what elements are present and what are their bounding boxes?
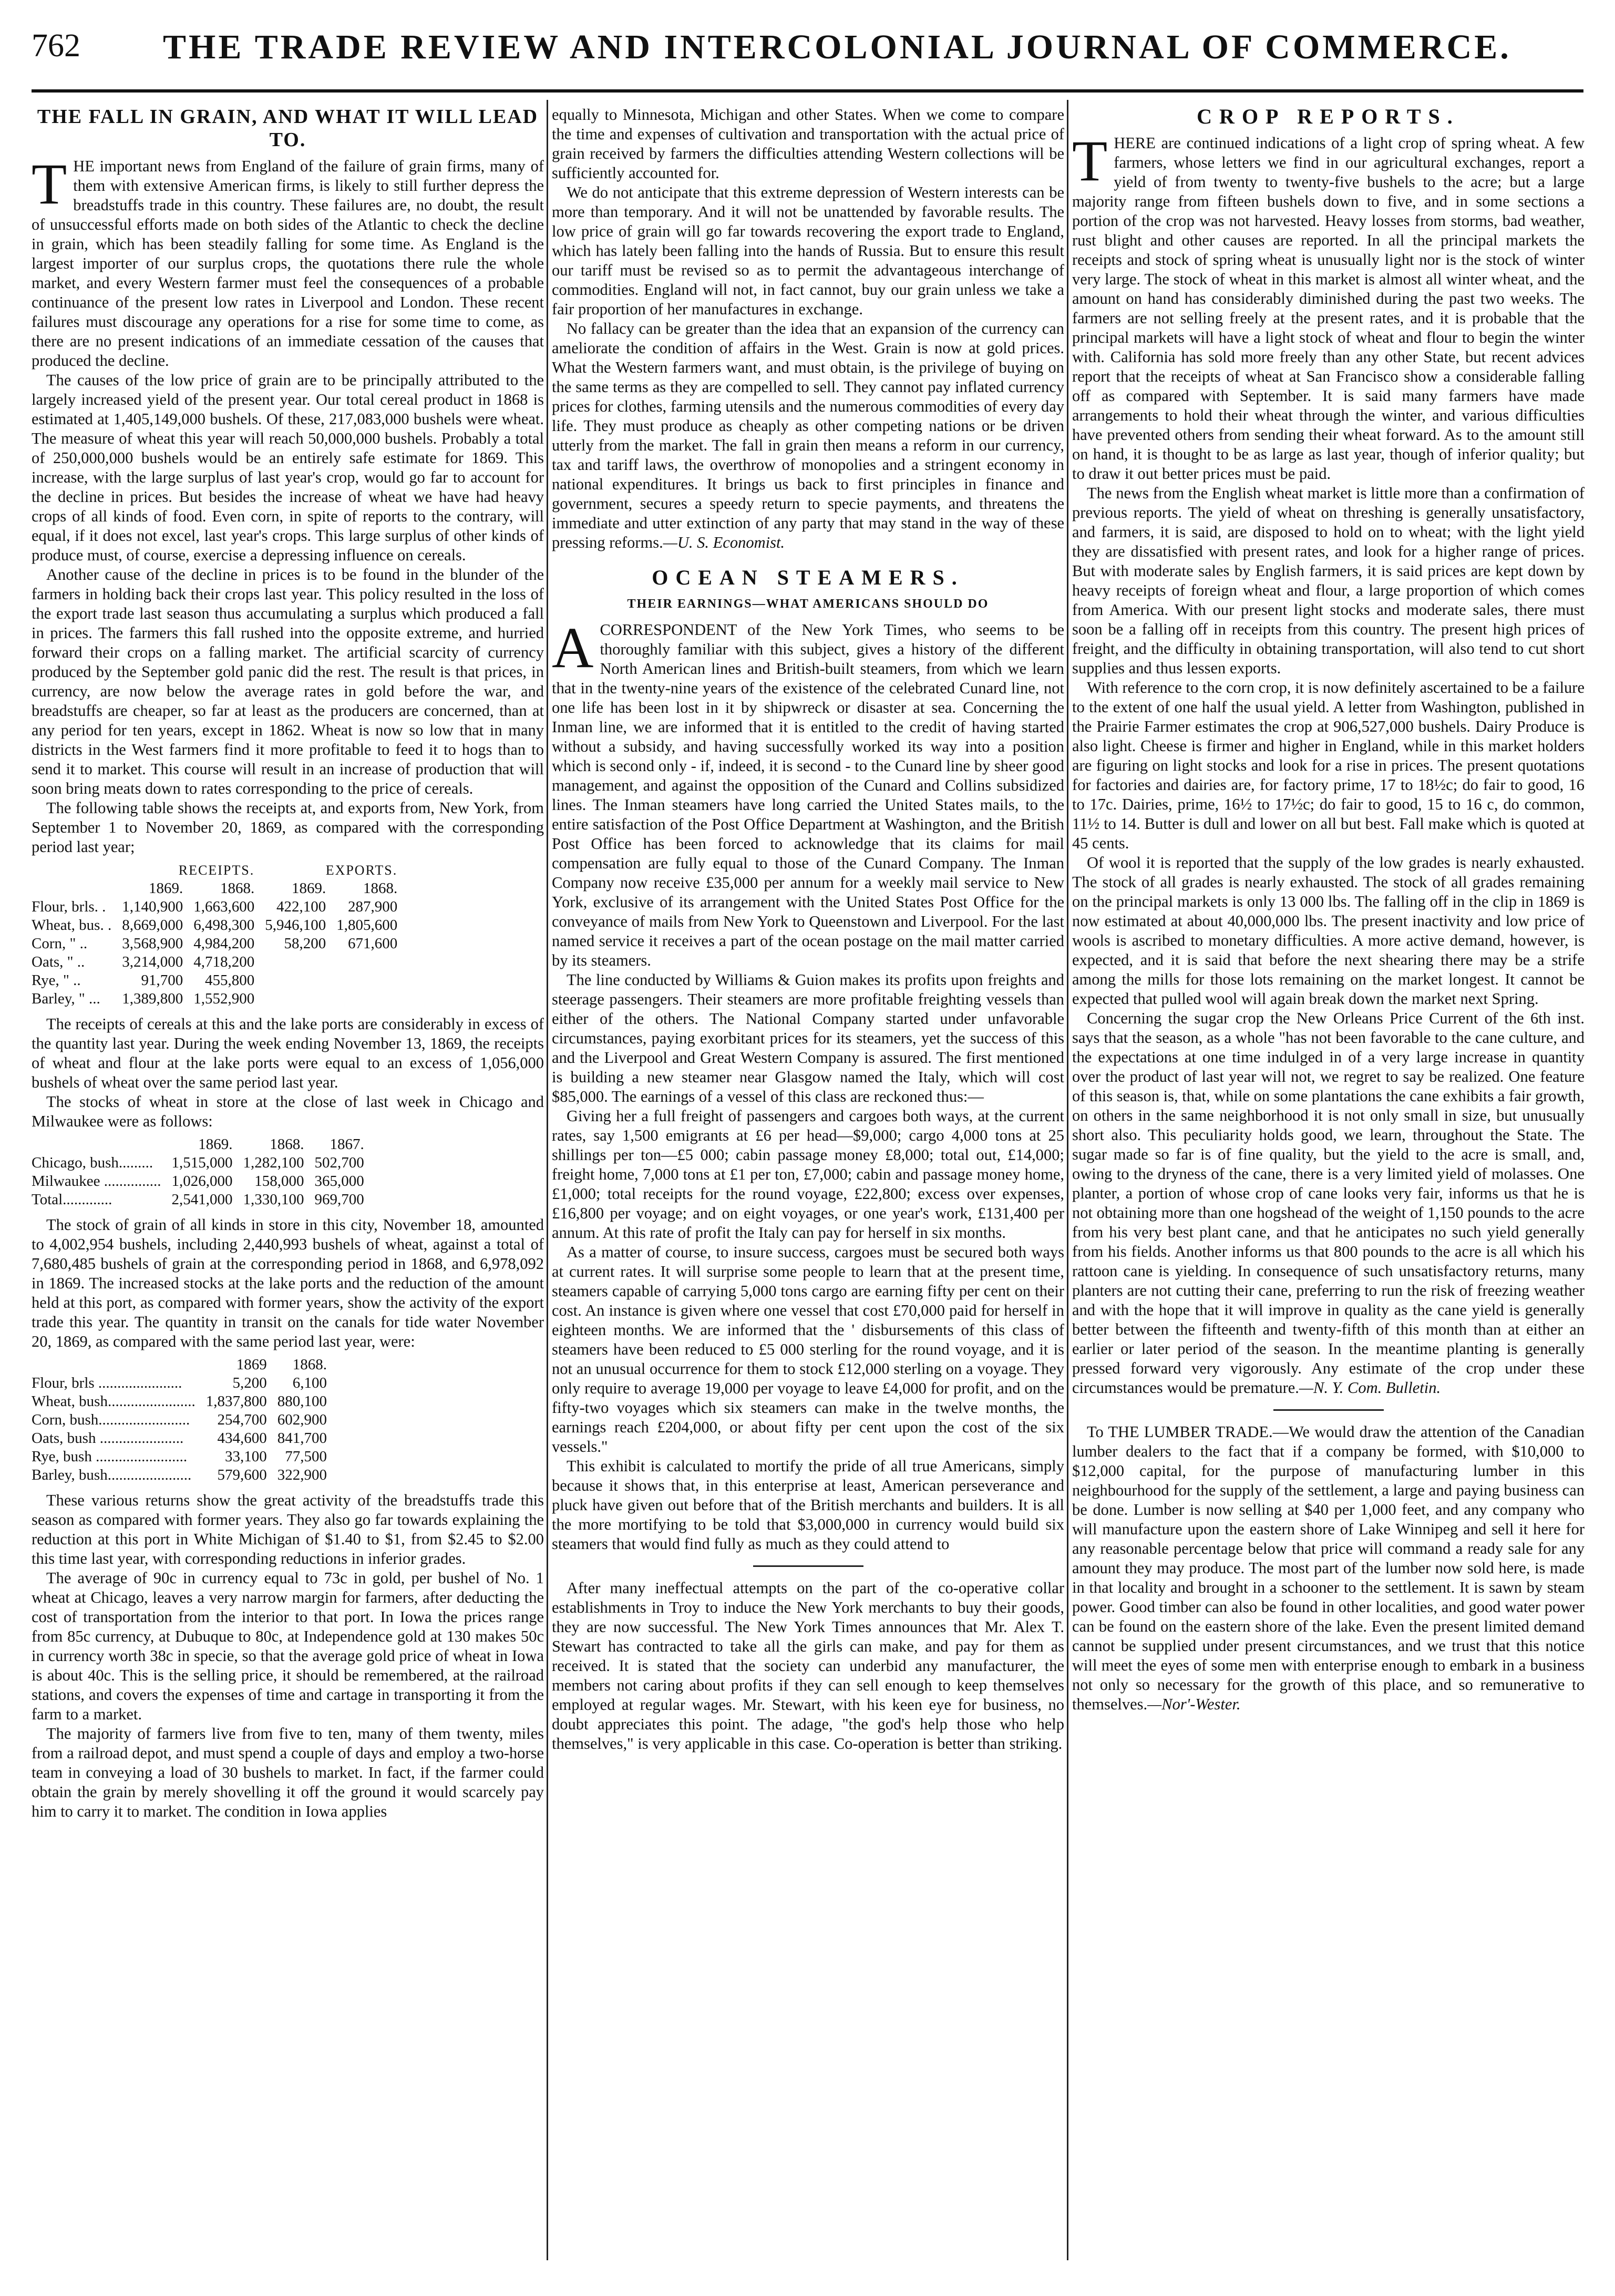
table-row: Flour, brls. . 1,140,900 1,663,600 422,100 287,900 <box>32 898 398 915</box>
article-paragraph: This exhibit is calculated to mortify the pride of all true Americans, simply because it shows that, in this enterprise at least, American perseverance and pluck have given out before that of the British merchants and builders. It is all the more mortifying to be told that $3,000,000 in currency would build six steamers that would find fully as much as they could attend to <box>552 1457 1064 1553</box>
table-row: Oats, " .. 3,214,000 4,718,200 <box>32 954 255 970</box>
column-1 <box>32 105 544 2250</box>
page-number: 762 <box>32 28 80 64</box>
drop-cap: T <box>32 152 67 216</box>
article-paragraph: We do not anticipate that this extreme depression of Western interests can be more than temporary. And it will not be unattended by favorable results. The low price of grain will go far towards recovering the export trade to England, which has lately been falling into the hands of Russia. But to ensure this result our tariff must be revised so as to permit the advantageous interchange of commodities. England will not, in fact cannot, buy our grain unless we take a fair proportion of her manufactures in exchange. <box>552 183 1064 318</box>
article-paragraph <box>552 616 1064 970</box>
article-paragraph: The following table shows the receipts at, and exports from, New York, from September 1 to November 20, 1869, as compared with the corresponding period last year; <box>32 799 544 856</box>
article-paragraph <box>1072 129 1585 484</box>
year-header: 1868. <box>270 1136 304 1153</box>
paragraph-text: Concerning the sugar crop the New Orleans Price Current of the 6th inst. says that the season, as a whole "has not been favorable to the cane culture, and the expectations at one time indulged in of a very large increase in quantity over the product of last year will not, we regret to say be realized. One feature of this season is, that, while on some plantations the cane exhibits a fair growth, on others in the same neighborhood it is not only small in size, but unusually short also. This peculiarity holds good, we learn, throughout the State. The sugar made so far is of fine quality, but the yield to the acre is small, and, owing to the dryness of the cane, there is a very limited yield of molasses. One planter, a portion of whose crop of cane looks very fair, informs us that he is not obtaining more than one hogshead of the weight of 1,150 pounds to the acre from his very best plant cane, and that he anticipates no such yield generally from his fields. Another informs us that 800 pounds to the acre is all which his rattoon cane is yielding. In consequence of such unsatisfactory returns, many planters are not cutting their cane, preferring to run the risk of freezing weather and with the hope that it will improve in quality as the cane yield is generally better between the fifteenth and twenty-fifth of this month than at either an earlier or later period of the season. In the meantime planting is generally pressed forward very vigorously. Any estimate of the crop under these circumstances would be premature. <box>1072 1009 1585 1397</box>
article-paragraph: With reference to the corn crop, it is now definitely ascertained to be a failure to the extent of one half the usual yield. A letter from Washington, published in the Prairie Farmer estimates the crop at 906,527,000 bushels. Dairy Produce is also light. Cheese is firmer and higher in England, while in this market holders are figuring on light stocks and look for a rise in prices. The present quotations for factories and dairies are, for factory prime, 17 to 18½c; do fair to good, 16 to 17c. Dairies, prime, 16½ to 17½c; do fair to good, 15 to 16 c, do common, 11½ to 14. Butter is dull and lower on all but best. Fall make which is quoted at 45 cents. <box>1072 679 1585 852</box>
table-row: Rye, bush ........................ 33,100 77,500 <box>32 1448 327 1465</box>
article-paragraph <box>32 152 544 371</box>
table-row: Chicago, bush......... 1,515,000 1,282,100 502,700 <box>32 1154 364 1171</box>
section-divider <box>1273 1409 1384 1411</box>
section-divider <box>753 1565 863 1567</box>
article-paragraph: Another cause of the decline in prices is to be found in the blunder of the farmers in holding back their crops last year. This policy resulted in the loss of the export trade last season thus accumulating a surplus which produced a fall in prices. The farmers this fall rushed into the opposite extreme, and hurried forward their crops on a falling market. The artificial scarcity of currency produced by the September gold panic did the rest. The result is that prices, in currency, are now below the average rates in gold before the war, and breadstuffs are cheaper, so far at least as the producers are concerned, than at any period for ten years, except in 1862. Wheat is now so low that in many districts in the West farmers find it more profitable to feed it to hogs than to send it to market. This course will result in an increase of production that will soon bring meats down to rates corresponding to the price of cereals. <box>32 566 544 797</box>
article-paragraph: The receipts of cereals at this and the lake ports are considerably in excess of the quantity last year. During the week ending November 13, 1869, the receipts of wheat and flour at the lake ports were equal to an excess of 1,056,000 bushels of wheat over the same period last year. <box>32 1015 544 1091</box>
article-heading: THE FALL IN GRAIN, AND WHAT IT WILL LEAD TO. <box>37 106 539 151</box>
table-row: Rye, " .. 91,700 455,800 <box>32 972 255 989</box>
article-paragraph <box>1072 1422 1585 1714</box>
column-rule <box>1067 100 1068 2260</box>
table-row: Corn, bush........................ 254,700 602,900 <box>32 1411 327 1428</box>
paragraph-text: HERE are continued indications of a light crop of spring wheat. A few farmers, whose letters we find in our agricultural exchanges, report a yield of from twenty to twenty-five bushels to the acre; but a large majority range from fifteen bushels down to five, and in some sections a portion of the crop was not harvested. Heavy losses from storms, bad weather, rust blight and other causes are reported. In all the principal markets the receipts and stock of spring wheat is unusually light nor is the stock of winter very large. The stock of wheat in this market is almost all winter wheat, and the amount on hand has considerably diminished during the past two weeks. The farmers are not selling freely at the present rates, and it is probable that the principal markets will have a light stock of wheat and flour to begin the winter with. California has sold more freely than any other State, but recent advices report that the receipts of wheat at San Francisco show a considerable falling off as compared with September. It is said many farmers have made arrangements to hold their wheat through the winter, and various difficulties have prevented others from sending their wheat forward. As to the amount still on hand, it is thought to be as large as last year, though of inferior quality; but to draw it out better prices must be paid. <box>1072 134 1585 483</box>
year-header: 1869 <box>236 1356 267 1373</box>
article-paragraph: The majority of farmers live from five to ten, many of them twenty, miles from a railroad depot, and must spend a couple of days and employ a two-horse team in conveying a load of 30 bushels to market. In fact, if the farmer could obtain the grain by merely shovelling it off the ground it would scarcely pay him to carry it to market. The condition in Iowa applies <box>32 1725 544 1820</box>
in-transit-table <box>32 1356 332 1484</box>
article-heading: OCEAN STEAMERS. <box>652 566 964 589</box>
source-signature: —U. S. Economist. <box>663 534 785 551</box>
year-header: 1868. <box>292 1356 327 1373</box>
table-row: Flour, brls ...................... 5,200 6,100 <box>32 1375 327 1391</box>
article-subheading: THEIR EARNINGS—WHAT AMERICANS SHOULD DO <box>627 597 989 611</box>
table-row: Milwaukee ............... 1,026,000 158,000 365,000 <box>32 1173 364 1190</box>
paragraph-text: HE important news from England of the failure of grain firms, many of them with extensive American firms, is likely to still further depress the breadstuffs trade in this country. These failures are, no doubt, the result of unsuccessful efforts made on both sides of the Atlantic to check the decline in grain, which has been steadily falling for some time. As England is the largest importer of our surplus crops, the quotations there rule the whole market, and every Western farmer must feel the consequences of a probable continuance of the present low rates in Liverpool and London. These recent failures must discourage any operations for a rise for some time to come, as there are no present indications of an immediate cessation of the causes that produced the decline. <box>32 157 544 370</box>
year-header: 1868. <box>363 880 398 897</box>
header-rule <box>32 89 1583 93</box>
receipts-exports-table <box>32 861 403 1008</box>
stocks-table <box>32 1135 369 1209</box>
article-paragraph: The news from the English wheat market is little more than a confirmation of previous reports. The yield of wheat on threshing is generally unsatisfactory, and farmers, it is said, are disposed to hold on to wheat; with the light yield they are dissatisfied with present rates, and look for a higher range of prices. But with moderate sales by English farmers, it is said prices are kept down by heavy receipts of foreign wheat and flour, a large proportion of which comes from America. With our present light stocks and moderate sales, there must soon be a falling off in receipts from this country. The present high prices of freight, and the difficulty in obtaining transportation, will also tend to cut short supplies and thus lessen exports. <box>1072 484 1585 677</box>
article-paragraph: As a matter of course, to insure success, cargoes must be secured both ways at current rates. It will surprise some people to learn that at the present time, steamers capable of carrying 5,000 tons cargo are earning fifty per cent on their cost. An instance is given where one vessel that cost £70,000 paid for herself in eighteen months. We are informed that the ' disbursements of this class of steamers have been reduced to £5 000 sterling for the round voyage, and it is not an unusual occurrence for them to stock £12,000 sterling on a voyage. They only require to average 19,000 per voyage to leave £4,000 for profit, and on the fifty-two voyages which six steamers can make in the twelve months, the earnings reach £204,000, or about fifty per cent upon the cost of the six vessels." <box>552 1243 1064 1456</box>
drop-cap: T <box>1072 129 1108 193</box>
article-paragraph <box>552 319 1064 552</box>
article-paragraph: The causes of the low price of grain are to be principally attributed to the largely increased yield of the present year. Our total cereal product in 1868 is estimated at 1,405,149,000 bushels. Of these, 217,083,000 bushels were wheat. The measure of wheat this year will reach 50,000,000 bushels. Probably a total of 250,000,000 bushels would be an entirely safe estimate for 1869. This increase, with the large surplus of last year's crop, would go far to account for the decline in prices. But besides the increase of wheat we have had heavy crops of all kinds of food. Even corn, in spite of reports to the contrary, will equal, if it does not excel, last year's crops. This large surplus of other kinds of produce must, of course, exercise a depressing influence on cereals. <box>32 371 544 564</box>
table-row: Wheat, bus. . 8,669,000 6,498,300 5,946,100 1,805,600 <box>32 917 398 934</box>
table-row: Barley, " ... 1,389,800 1,552,900 <box>32 990 255 1007</box>
paragraph-text: CORRESPONDENT of the New York Times, who seems to be thoroughly familiar with this subject, gives a history of the different North American lines and British-built steamers, from which we learn that in the twenty-nine years of the existence of the celebrated Cunard line, not one life has been lost in it by shipwreck or disaster at sea. Concerning the Inman line, we are informed that it is entitled to the credit of having started without a subsidy, and having successfully worked its way into a position which is second only - if, indeed, it is second - to the Cunard line by sheer good management, and against the opposition of the Cunard and Collins subsidized lines. The Inman steamers have long carried the United States mails, to the entire satisfaction of the Post Office Department at Washington, and the British Post Office has been forced to acknowledge that its claims for mail compensation are fully equal to those of the Cunard Company. The Inman Company now receive £35,000 per annum for a weekly mail service to New York, exclusive of its arrangement with the United States Post Office for the conveyance of mails from New York to Queenstown and Liverpool. For the last named service it receives a part of the ocean postage on the mail matter carried by its steamers. <box>552 621 1064 969</box>
masthead <box>32 27 1583 85</box>
table-total-row: Total............. 2,541,000 1,330,100 969,700 <box>32 1191 364 1208</box>
table-row: Corn, " .. 3,568,900 4,984,200 58,200 671,600 <box>32 935 398 952</box>
year-header: 1869. <box>148 880 183 897</box>
source-signature: —Nor'-Wester. <box>1147 1695 1241 1713</box>
article-paragraph: These various returns show the great activity of the breadstuffs trade this season as compared with former years. They also go far towards explaining the reduction at this port in White Michigan of $1.40 to $1, from $2.45 to $2.00 this time last year, with corresponding reductions in inferior grades. <box>32 1491 544 1567</box>
paragraph-text: No fallacy can be greater than the idea that an expansion of the currency can ameliorate the condition of affairs in the West. Grain is now at gold prices. What the Western farmers want, and must obtain, is the privilege of buying on the same terms as they are compelled to sell. They cannot pay inflated currency prices for clothes, farming utensils and the numerous commodities of every day life. They must produce as cheaply as other competing nations or be driven utterly from the market. The fall in grain then means a reform in our currency, tax and tariff laws, the overthrow of monopolies and a stringent economy in national expenditures. It brings us back to first principles in finance and government, secures a speedy return to specie payments, and threatens the immediate and utter extinction of any party that may stand in the way of these pressing reforms. <box>552 320 1064 551</box>
article-paragraph: The stock of grain of all kinds in store in this city, November 18, amounted to 4,002,954 bushels, including 2,440,993 bushels of wheat, against a total of 7,680,485 bushels of grain at the corresponding period in 1868, and 6,978,092 in 1869. The increased stocks at the lake ports and the reduction of the amount held at this port, as compared with former years, show the activity of the export trade this year. The quantity in transit on the canals for tide water November 20, 1869, as compared with the same period last year, were: <box>32 1216 544 1350</box>
article-paragraph <box>1072 1009 1585 1398</box>
article-heading: CROP REPORTS. <box>1197 105 1460 128</box>
column-3 <box>1072 105 1585 2250</box>
column-rule <box>547 100 548 2260</box>
table-header: RECEIPTS. <box>178 863 255 878</box>
article-paragraph: Of wool it is reported that the supply of the low grades is nearly exhausted. The stock of all grades is nearly exhausted. The stock of all grades remaining on the principal markets is only 13 000 lbs. The falling off in the clip in 1869 is now estimated at about 40,000,000 lbs. The present inactivity and low price of wools is ascribed to monetary difficulties. A more active demand, however, is expected, and it is said that before the next shearing there may be a strife among the mills for those lots remaining on the market longest. It cannot be expected that pulled wool will again break down the market next Spring. <box>1072 854 1585 1008</box>
year-header: 1869. <box>291 880 326 897</box>
table-header: EXPORTS. <box>325 863 398 878</box>
table-row: Oats, bush ...................... 434,600 841,700 <box>32 1430 327 1447</box>
article-paragraph: The stocks of wheat in store at the close of last week in Chicago and Milwaukee were as follows: <box>32 1093 544 1130</box>
table-row: Wheat, bush....................... 1,837,800 880,100 <box>32 1393 327 1410</box>
article-paragraph: The average of 90c in currency equal to 73c in gold, per bushel of No. 1 wheat at Chicago, leaves a very narrow margin for farmers, after deducting the cost of transportation from the interior to that port. In Iowa the prices range from 85c currency, at Dubuque to 80c, at Independence gold at 130 makes 50c in currency worth 38c in specie, so that the average gold price of wheat in Iowa is about 40c. This is the selling price, it should be remembered, at the railroad stations, and covers the expenses of time and cartage in transporting it from the farm to a market. <box>32 1569 544 1723</box>
source-signature: —N. Y. Com. Bulletin. <box>1299 1379 1441 1397</box>
year-header: 1869. <box>198 1136 233 1153</box>
table-row: Barley, bush...................... 579,600 322,900 <box>32 1467 327 1483</box>
paragraph-text: To THE LUMBER TRADE.—We would draw the attention of the Canadian lumber dealers to the fact that if a company be formed, with $10,000 to $12,000 capital, for the purpose of manufacturing lumber in this neighbourhood for the supply of the settlement, a large and paying business can be done. Lumber is now selling at $40 per 1,000 feet, and any company who will manufacture upon the eastern shore of Lake Winnipeg and sell it here for any reasonable percentage below that price will command a ready sale for any amount they may produce. The most part of the lumber now sold here, is made in that locality and brought in a schooner to the settlement. It is sawn by steam power. Good timber can also be found in other localities, and good water power can be found on the eastern shore of the lake. Even the present limited demand cannot be supplied under present circumstances, and we trust that this notice will meet the eyes of some men with enterprise enough to embark in a business not only so necessary for the growth of this place, and so remunerative to themselves. <box>1072 1423 1585 1713</box>
drop-cap: A <box>552 616 594 680</box>
year-header: 1868. <box>220 880 255 897</box>
column-2 <box>552 105 1064 2250</box>
article-paragraph: After many ineffectual attempts on the part of the co-operative collar establishments in Troy to induce the New York merchants to buy their goods, they are now successful. The New York Times announces that Mr. Alex T. Stewart has contracted to take all the girls can make, and pay for them as received. It is stated that the society can underbid any manufacturer, the members not caring about profits if they can sell enough to keep themselves employed at regular wages. Mr. Stewart, with his keen eye for business, no doubt appreciates this point. The adage, "the god's help those who help themselves," is very applicable in this case. Co-operation is better than striking. <box>552 1579 1064 1752</box>
year-header: 1867. <box>330 1136 364 1153</box>
article-paragraph: The line conducted by Williams & Guion makes its profits upon freights and steerage passengers. Their steamers are more profitable freighting vessels than either of the others. The National Company started under unfavorable circumstances, paying exorbitant prices for its steamers, yet the success of this and the Liverpool and Great Western Company is assured. The first mentioned is building a new steamer near Glasgow named the Italy, which will cost $85,000. The earnings of a vessel of this class are reckoned thus:— <box>552 971 1064 1105</box>
journal-title: THE TRADE REVIEW AND INTERCOLONIAL JOURNAL OF COMMERCE. <box>163 28 1511 66</box>
article-paragraph: equally to Minnesota, Michigan and other States. When we come to compare the time and expenses of cultivation and transportation with the actual price of grain received by farmers the difficulties attending Western collections will be sufficiently accounted for. <box>552 106 1064 182</box>
article-paragraph: Giving her a full freight of passengers and cargoes both ways, at the current rates, say 1,500 emigrants at £6 per head—$9,000; cargo 4,000 tons at 25 shillings per ton—£5 000; cabin passage money £8,000; total out, £14,000; freight home, 7,000 tons at £1 per ton, £7,000; cabin and passage money home, £1,000; total receipts for the round voyage, £22,800; excess over expenses, £16,800 per voyage; and on eight voyages, or one year's work, £131,400 per annum. At this rate of profit the Italy can pay for herself in six months. <box>552 1107 1064 1242</box>
